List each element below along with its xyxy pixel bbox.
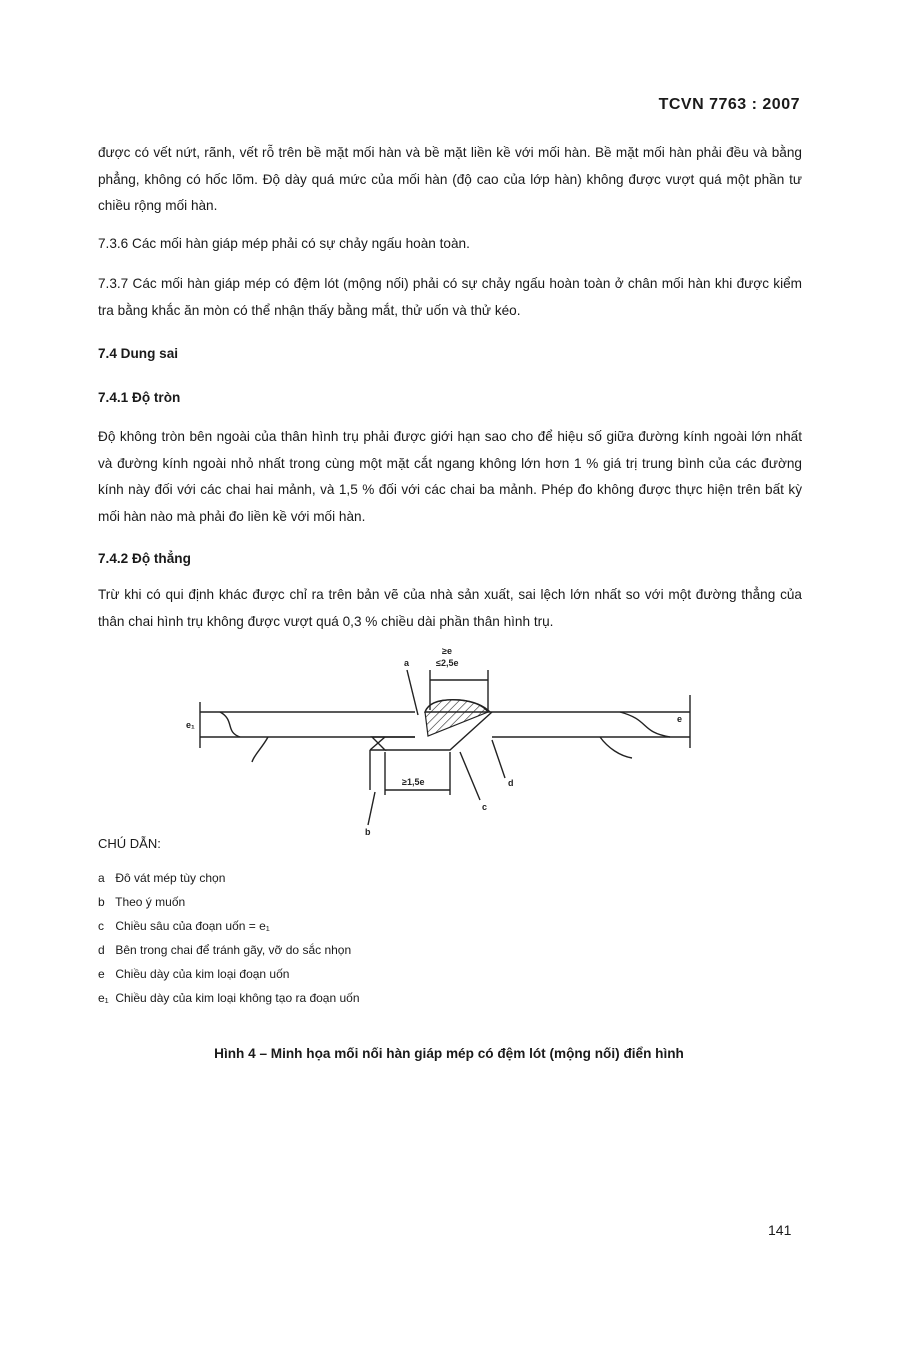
callout-e-label: e xyxy=(677,714,683,724)
clause-7-3-6: 7.3.6 Các mối hàn giáp mép phải có sự chảy ngấu hoàn toàn. xyxy=(98,236,470,251)
legend-item xyxy=(98,943,351,957)
legend-text: Theo ý muốn xyxy=(115,895,186,909)
label-bottom-dim: ≥1,5e xyxy=(402,777,425,787)
joggle-joint-figure xyxy=(180,640,720,840)
legend-text: Chiều dày của kim loại đoạn uốn xyxy=(115,967,290,981)
legend-item xyxy=(98,895,185,909)
weld-metal-hatch xyxy=(425,700,488,736)
leader-d xyxy=(492,740,505,778)
legend-text: Chiều sâu của đoạn uốn = e₁ xyxy=(115,919,270,933)
heading-7-4-1: 7.4.1 Độ tròn xyxy=(98,390,181,405)
leader-b xyxy=(368,792,375,825)
break-mark-left xyxy=(220,712,240,737)
legend-key: b xyxy=(98,895,105,909)
legend-key: e xyxy=(98,967,105,981)
heading-7-4: 7.4 Dung sai xyxy=(98,346,179,361)
break-mark-right xyxy=(620,712,670,737)
break-line-right xyxy=(600,737,632,758)
document-code: TCVN 7763 : 2007 xyxy=(658,96,800,113)
figure-caption: Hình 4 – Minh họa mối nối hàn giáp mép có đệm lót (mộng nối) điển hình xyxy=(214,1046,684,1061)
page-number: 141 xyxy=(768,1222,792,1238)
legend-text: Đô vát mép tùy chọn xyxy=(115,871,226,885)
heading-7-4-2: 7.4.2 Độ thẳng xyxy=(98,551,191,566)
paragraph-straightness: Trừ khi có qui định khác được chỉ ra trên bản vẽ của nhà sản xuất, sai lệch lớn nhất so với một đường thẳng của thân chai hình trụ không được vượt quá 0,3 % chiều dài phần thân hình trụ. xyxy=(98,587,802,629)
legend-item xyxy=(98,991,360,1005)
label-top-dim: ≤2,5e xyxy=(436,658,459,668)
legend-key: e₁ xyxy=(98,991,109,1005)
legend-text: Bên trong chai để tránh gãy, vỡ do sắc nhọn xyxy=(115,943,352,957)
callout-a-label: a xyxy=(404,658,410,668)
legend-item xyxy=(98,919,270,933)
paragraph-roundness: Độ không tròn bên ngoài của thân hình trụ phải được giới hạn sao cho để hiệu số giữa đường kính ngoài lớn nhất và đường kính ngoài nhỏ nhất trong cùng một mặt cắt ngang không lớn hơn 1 % giá trị trung bình của các đường kính này đối với các chai hai mảnh, và 1,5 % đối với các chai ba mảnh. Phép đo không được thực hiện trên bất kỳ mối hàn nào mà phải đo liền kề với mối hàn. xyxy=(98,429,802,524)
legend-title: CHÚ DẪN: xyxy=(98,836,161,851)
break-line-left xyxy=(252,737,268,762)
label-top-e: ≥e xyxy=(442,646,452,656)
legend-key: d xyxy=(98,943,105,957)
callout-b-label: b xyxy=(365,827,371,837)
legend-text: Chiều dày của kim loại không tạo ra đoạn uốn xyxy=(115,991,360,1005)
legend-item xyxy=(98,871,225,885)
callout-d-label: d xyxy=(508,778,514,788)
leader-c xyxy=(460,752,480,800)
legend-item xyxy=(98,967,289,981)
legend-key: a xyxy=(98,871,105,885)
callout-c-label: c xyxy=(482,802,488,812)
leader-a xyxy=(407,670,418,715)
legend-key: c xyxy=(98,919,104,933)
callout-e1-label: e₁ xyxy=(186,720,195,730)
paragraph-weld-surface: được có vết nứt, rãnh, vết rỗ trên bề mặt mối hàn và bề mặt liền kề với mối hàn. Bề mặt mối hàn phải đều và bằng phẳng, không có hốc lõm. Độ dày quá mức của mối hàn (độ cao của lớp hàn) không được vượt quá một phần tư chiều rộng mối hàn. xyxy=(98,145,802,213)
clause-7-3-7: 7.3.7 Các mối hàn giáp mép có đệm lót (mộng nối) phải có sự chảy ngấu hoàn toàn ở chân mối hàn khi được kiểm tra bằng khắc ăn mòn có thể nhận thấy bằng mắt, thử uốn và thử kéo. xyxy=(98,276,802,318)
